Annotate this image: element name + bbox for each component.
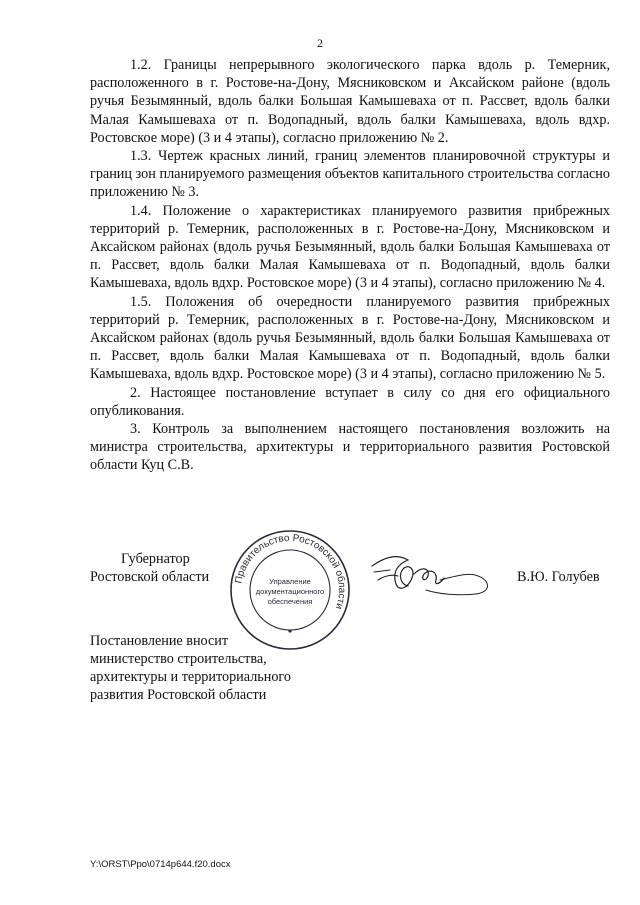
signatory-title-line1: Губернатор (121, 551, 190, 567)
paragraph-3: 3. Контроль за выполнением настоящего постановления возложить на министра строительства, архитектуры и территориального развития Ростовской области Куц С.В. (90, 421, 610, 474)
seal-center-line3: обеспечения (267, 597, 313, 606)
signatory-name: В.Ю. Голубев (517, 569, 600, 585)
signatory-title-line2: Ростовской области (90, 569, 210, 585)
page-number: 2 (317, 36, 323, 50)
seal-center-line1: Управление (269, 577, 311, 586)
paragraph-1-4: 1.4. Положение о характеристиках планируемого развития прибрежных территорий р. Темерник, расположенных в г. Ростове-на-Дону, Мясниковском и Аксайском районах (вдоль ручья Безымянный, вдоль балки Большая Камышеваха от п. Рассвет, вдоль балки Малая Камышеваха от п. Водопадный, вдоль балки Камышеваха, вдоль вдхр. Ростовское море) (3 и 4 этапы), согласно приложению № 4. (90, 202, 610, 292)
document-body (90, 56, 610, 475)
submitter-line4: развития Ростовской области (90, 687, 267, 703)
submitter-line3: архитектуры и территориального (90, 669, 291, 685)
file-path: Y:\ORST\Ppo\0714p644.f20.docx (90, 859, 231, 870)
submitter-line1: Постановление вносит (90, 633, 229, 649)
paragraph-2: 2. Настоящее постановление вступает в силу со дня его официального опубликования. (90, 384, 610, 419)
paragraph-1-5: 1.5. Положения об очередности планируемого развития прибрежных территорий р. Темерник, расположенных в г. Ростове-на-Дону, Мясниковском и Аксайском районах (вдоль ручья Безымянный, вдоль балки Большая Камышеваха от п. Рассвет, вдоль балки Малая Камышеваха от п. Водопадный, вдоль балки Камышеваха, вдоль вдхр. Ростовское море) (3 и 4 этапы), согласно приложению № 5. (90, 293, 610, 383)
signatory-title (90, 550, 209, 586)
paragraph-1-2: 1.2. Границы непрерывного экологического парка вдоль р. Темерник, расположенного в г. Ростове-на-Дону, Мясниковском и Аксайском районе (вдоль ручья Безымянный, вдоль балки Большая Камышеваха от п. Рассвет, вдоль балки Малая Камышеваха от п. Водопадный, вдоль балки Камышеваха, вдоль вдхр. Ростовское море) (3 и 4 этапы), согласно приложению № 2. (90, 57, 610, 146)
seal-center-line2: документационного (255, 587, 325, 596)
seal-ring-text: Правительство Ростовской области (233, 532, 348, 611)
handwritten-signature (368, 550, 498, 600)
paragraph-1-3: 1.3. Чертеж красных линий, границ элементов планировочной структуры и границ зон планируемого размещения объектов капитального строительства согласно приложению № 3. (90, 148, 610, 201)
submitter-note (90, 632, 291, 704)
submitter-line2: министерство строительства, (90, 651, 267, 667)
